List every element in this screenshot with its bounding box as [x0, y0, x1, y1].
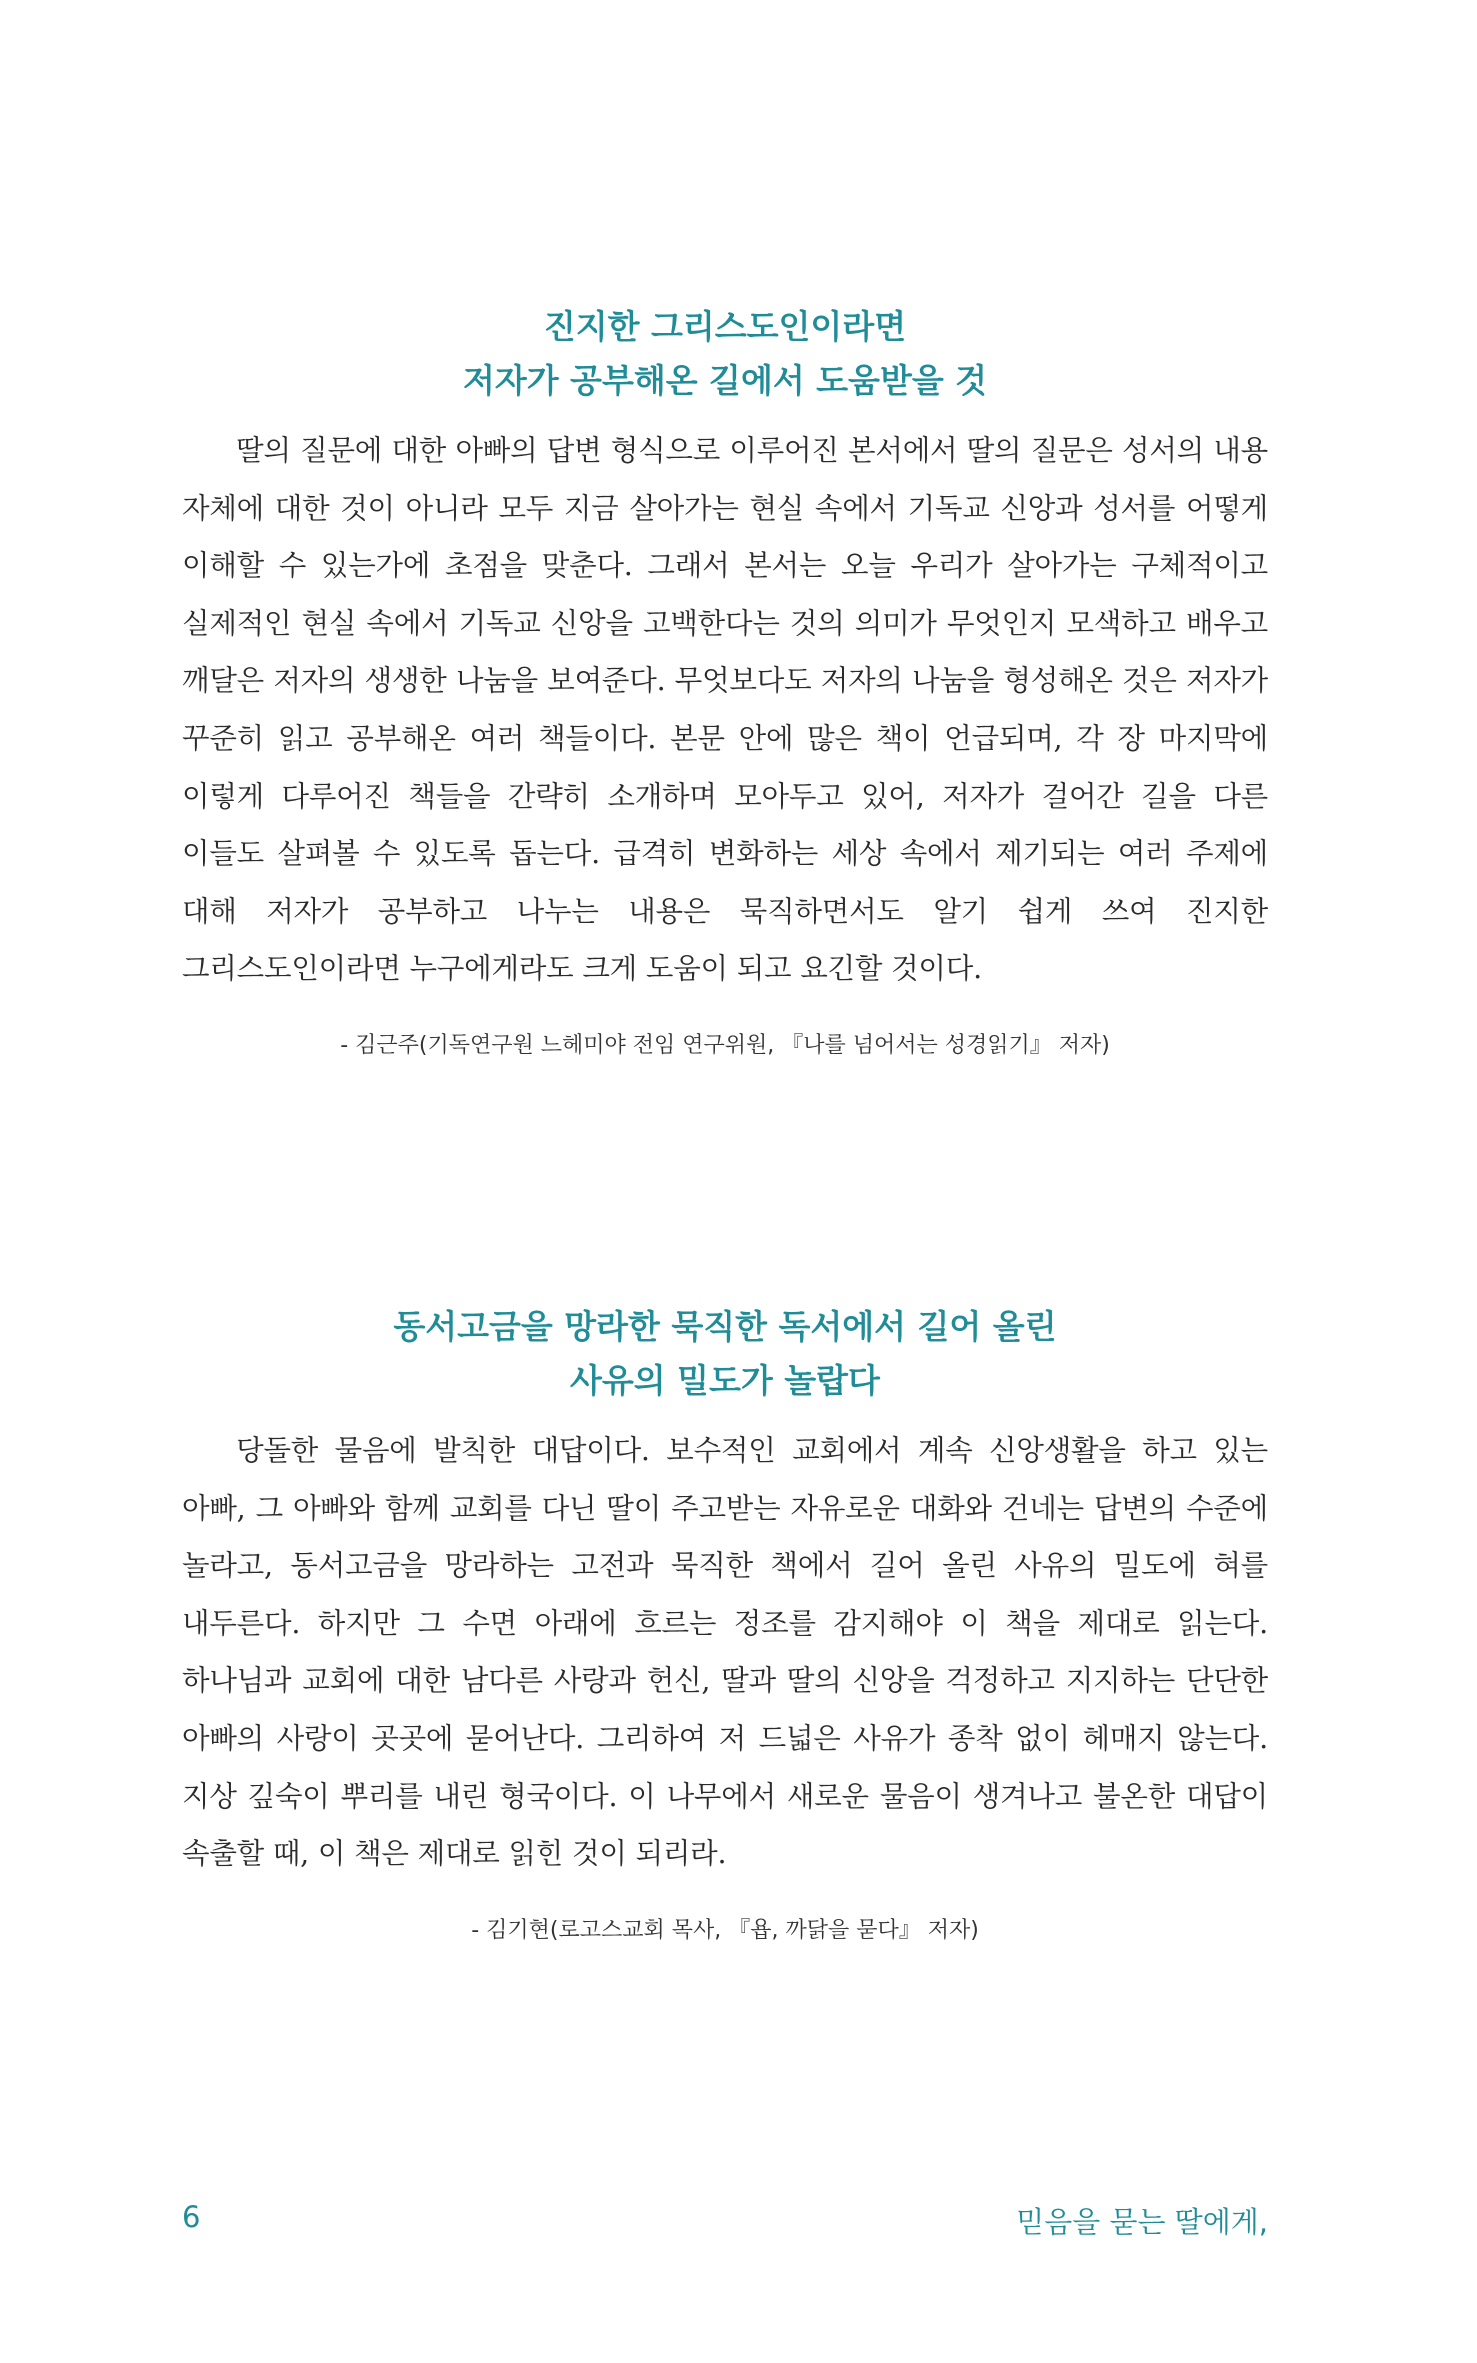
heading-line-2: 저자가 공부해온 길에서 도움받을 것 — [462, 361, 988, 400]
endorsement-1-body: 딸의 질문에 대한 아빠의 답변 형식으로 이루어진 본서에서 딸의 질문은 성서의 내용 자체에 대한 것이 아니라 모두 지금 살아가는 현실 속에서 기독교 신앙과 성서를 어떻게 이해할 수 있는가에 초점을 맞춘다. 그래서 본서는 오늘 우리가 살아가는 구체적이고 실제적인 현실 속에서 기독교 신앙을 고백한다는 것의 의미가 무엇인지 모색하고 배우고 깨달은 저자의 생생한 나눔을 보여준다. 무엇보다도 저자의 나눔을 형성해온 것은 저자가 꾸준히 읽고 공부해온 여러 책들이다. 본문 안에 많은 책이 언급되며, 각 장 마지막에 이렇게 다루어진 책들을 간략히 소개하며 모아두고 있어, 저자가 걸어간 길을 다른 이들도 살펴볼 수 있도록 돕는다. 급격히 변화하는 세상 속에서 제기되는 여러 주제에 대해 저자가 공부하고 나누는 내용은 묵직하면서도 알기 쉽게 쓰여 진지한 그리스도인이라면 누구에게라도 크게 도움이 되고 요긴할 것이다. — [182, 434, 1268, 986]
endorsement-2-attribution: - 김기현(로고스교회 목사, 『욥, 까닭을 묻다』 저자) — [471, 1917, 979, 1943]
heading-line-2: 사유의 밀도가 놀랍다 — [570, 1361, 880, 1400]
endorsement-2-heading — [182, 1300, 1268, 1408]
endorsement-1-heading — [182, 300, 1268, 408]
running-title: 믿음을 묻는 딸에게, — [1016, 2205, 1268, 2239]
heading-line-1: 동서고금을 망라한 묵직한 독서에서 길어 올린 — [393, 1307, 1057, 1346]
endorsement-2-body: 당돌한 물음에 발칙한 대답이다. 보수적인 교회에서 계속 신앙생활을 하고 있는 아빠, 그 아빠와 함께 교회를 다닌 딸이 주고받는 자유로운 대화와 건네는 답변의 수준에 놀라고, 동서고금을 망라하는 고전과 묵직한 책에서 길어 올린 사유의 밀도에 혀를 내두른다. 하지만 그 수면 아래에 흐르는 정조를 감지해야 이 책을 제대로 읽는다. 하나님과 교회에 대한 남다른 사랑과 헌신, 딸과 딸의 신앙을 걱정하고 지지하는 단단한 아빠의 사랑이 곳곳에 묻어난다. 그리하여 저 드넓은 사유가 종착 없이 헤매지 않는다. 지상 깊숙이 뿌리를 내린 형국이다. 이 나무에서 새로운 물음이 생겨나고 불온한 대답이 속출할 때, 이 책은 제대로 읽힌 것이 되리라. — [182, 1434, 1268, 1871]
endorsement-1-attribution: - 김근주(기독연구원 느헤미야 전임 연구위원, 『나를 넘어서는 성경읽기』 저자) — [340, 1032, 1110, 1058]
endorsement-1 — [182, 300, 1268, 1059]
endorsement-2 — [182, 1300, 1268, 1944]
heading-line-1: 진지한 그리스도인이라면 — [543, 307, 907, 346]
page-footer — [182, 2200, 1268, 2241]
page-number: 6 — [182, 2200, 201, 2234]
